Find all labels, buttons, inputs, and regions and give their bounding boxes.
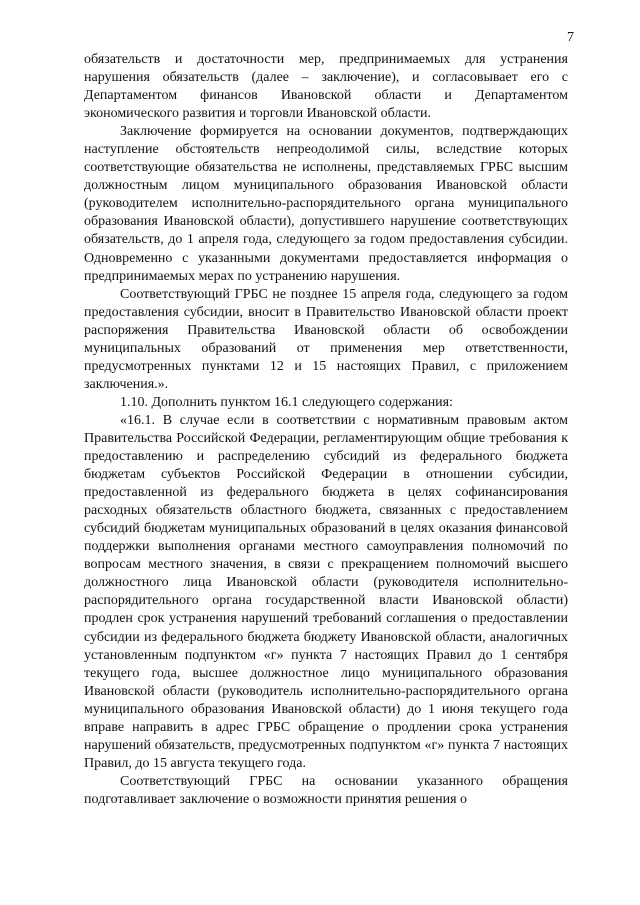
paragraph-grbs-preparation: Соответствующий ГРБС на основании указанного обращения подготавливает заключение о возможности принятия решения о: [84, 773, 568, 807]
paragraph-point-16-1: «16.1. В случае если в соответствии с нормативным правовым актом Правительства Российской Федерации, регламентирующим общие требования к предоставлению и распределению субсидий из федерального бюджета бюджетам субъектов Российской Федерации в отношении субсидии, предоставленной из федерального бюджета в целях софинансирования расходных обязательств областного бюджета, связанных с предоставлением субсидий бюджетам муниципальных образований в целях оказания финансовой поддержки выполнения органами местного самоуправления полномочий по вопросам местного значения, в связи с прекращением полномочий высшего должностного лица Ивановской области (руководителя исполнительно-распорядительного органа государственной власти Ивановской области) продлен срок устранения нарушений требований соглашения о предоставлении субсидии из федерального бюджета бюджету Ивановской области, аналогичных установленным подпунктом «г» пункта 7 настоящих Правил до 1 сентября текущего года, высшее должностное лицо муниципального образования Ивановской области (руководитель исполнительно-распорядительного органа муниципального образования Ивановской области) до 1 июня текущего года вправе направить в адрес ГРБС обращение о продлении срока устранения нарушений обязательств, предусмотренных подпунктом «г» пункта 7 настоящих Правил, до 15 августа текущего года.: [84, 412, 568, 771]
paragraph-conclusion-basis: Заключение формируется на основании документов, подтверждающих наступление обстоятельств непреодолимой силы, вследствие которых соответствующие обязательства не исполнены, представляемых ГРБС высшим должностным лицом муниципального образования Ивановской области (руководителем исполнительно-распорядительного органа муниципального образования Ивановской области), допустившего нарушение соответствующих обязательств, до 1 апреля года, следующего за годом предоставления субсидии. Одновременно с указанными документами предоставляется информация о предпринимаемых мерах по устранению нарушения.: [84, 124, 568, 284]
document-body: [84, 51, 568, 809]
paragraph-amendment-1-10: 1.10. Дополнить пунктом 16.1 следующего содержания:: [120, 394, 454, 410]
page-number: 7: [567, 30, 574, 45]
paragraph-continuation: обязательств и достаточности мер, предпринимаемых для устранения нарушения обязательств (далее – заключение), и согласовывает его с Департаментом финансов Ивановской области и Департаментом экономического развития и торговли Ивановской области.: [84, 52, 568, 122]
paragraph-grbs-deadline: Соответствующий ГРБС не позднее 15 апреля года, следующего за годом предоставления субсидии, вносит в Правительство Ивановской области проект распоряжения Правительства Ивановской области об освобождении муниципальных образований от применения мер ответственности, предусмотренных пунктами 12 и 15 настоящих Правил, с приложением заключения.».: [84, 286, 568, 392]
